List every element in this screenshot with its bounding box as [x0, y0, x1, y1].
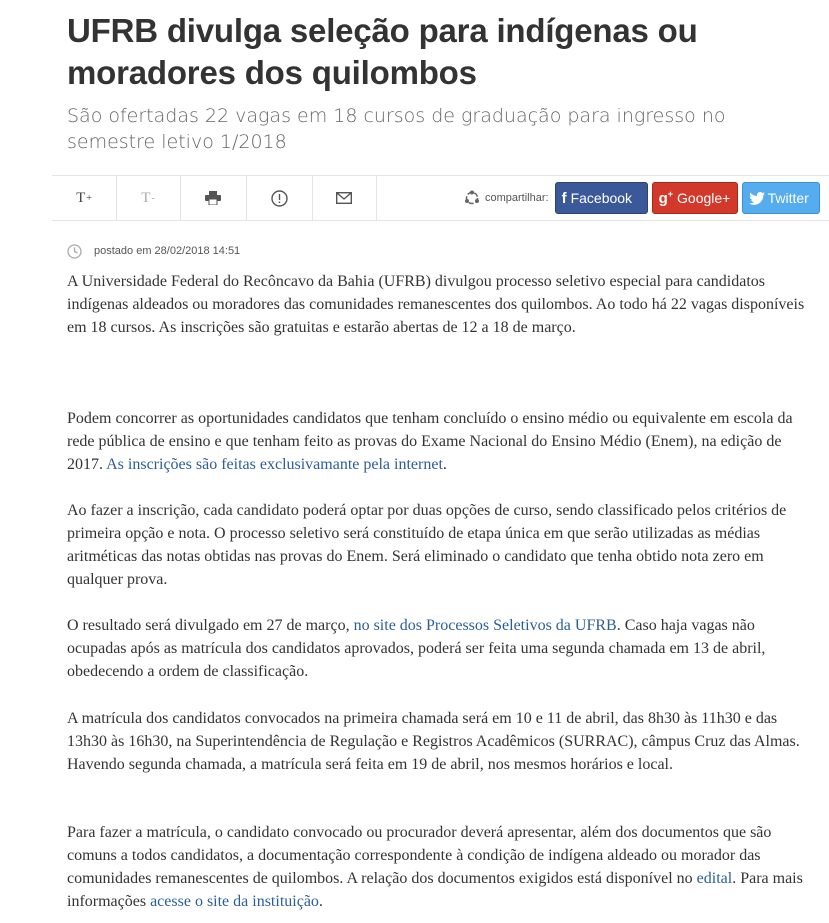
paragraph-2-end: .: [442, 456, 447, 473]
facebook-share-button[interactable]: [555, 182, 648, 214]
email-button[interactable]: [312, 176, 377, 220]
article-subtitle: São ofertadas 22 vagas em 18 cursos de graduação para ingresso no semestre letivo 1/2018: [67, 105, 726, 153]
share-area: [464, 176, 824, 220]
facebook-icon: f: [561, 189, 567, 207]
google-plus-icon: g+: [658, 189, 674, 207]
twitter-share-button[interactable]: [742, 182, 820, 214]
envelope-icon: [336, 192, 352, 204]
edital-link[interactable]: edital: [696, 870, 733, 887]
font-increase-button[interactable]: [52, 176, 117, 220]
paragraph-4: [67, 614, 817, 683]
facebook-label: Facebook: [570, 190, 633, 206]
registration-link[interactable]: As inscrições são feitas exclusivamante pela internet: [106, 456, 443, 473]
font-increase-sign: +: [86, 192, 92, 204]
posted-date: postado em 28/02/2018 14:51: [94, 245, 241, 257]
printer-icon: [205, 191, 221, 205]
paragraph-2: [67, 407, 817, 476]
paragraph-4-text: O resultado será divulgado em 27 de março,: [67, 617, 354, 634]
posted-info: [67, 241, 240, 261]
article-toolbar: [52, 175, 829, 221]
font-decrease-sign: -: [151, 192, 155, 204]
twitter-icon: [749, 192, 765, 205]
paragraph-5: A matrícula dos candidatos convocados na primeira chamada será em 10 e 11 de abril, das 8h30 às 11h30 e das 13h30 às 16h30, na Superintendência de Regulação e Registros Acadêmicos (SURRAC), câmpus Cruz das Almas. Havendo segunda chamada, a matrícula será feita em 19 de abril, nos mesmos horários e local.: [67, 710, 800, 773]
font-decrease-letter: T: [141, 189, 151, 206]
alert-circle-icon: [271, 190, 288, 207]
paragraph-6-text: Para fazer a matrícula, o candidato convocado ou procurador deverá apresentar, além dos documentos que são comuns a todos candidatos, a documentação correspondente à condição de indígena aldeado ou morador das comunidades remanescentes de quilombos. A relação dos documentos exigidos está disponível no: [67, 824, 772, 887]
paragraph-6: [67, 821, 817, 913]
twitter-label: Twitter: [767, 190, 809, 206]
ufrb-selection-site-link[interactable]: no site dos Processos Seletivos da UFRB: [353, 617, 617, 634]
share-icon: [464, 190, 480, 206]
google-share-button[interactable]: [652, 182, 738, 214]
print-button[interactable]: [180, 176, 247, 220]
paragraph-6-mid: . Para mais informações: [67, 870, 803, 910]
paragraph-3: Ao fazer a inscrição, cada candidato poderá optar por duas opções de curso, sendo classificado pelos critérios de primeira opção e nota. O processo seletivo será constituído de etapa única em que serão utilizadas as médias aritméticas das notas obtidas nas provas do Enem. Será eliminado o candidato que tenha obtido nota zero em qualquer prova.: [67, 502, 787, 588]
paragraph-4-end: . Caso haja vagas não ocupadas após as matrícula dos candidatos aprovados, poderá ser feita uma segunda chamada em 13 de abril, obedecendo a ordem de classificação.: [67, 617, 766, 680]
report-button[interactable]: [246, 176, 313, 220]
google-label: Google+: [677, 190, 731, 206]
font-decrease-button[interactable]: [116, 176, 181, 220]
share-label: compartilhar:: [485, 192, 549, 204]
paragraph-1: A Universidade Federal do Recôncavo da Bahia (UFRB) divulgou processo seletivo especial para candidatos indígenas aldeados ou moradores das comunidades remanescentes dos quilombos. Ao todo há 22 vagas disponíveis em 18 cursos. As inscrições são gratuitas e estarão abertas de 12 a 18 de março.: [67, 273, 805, 336]
font-increase-letter: T: [76, 189, 86, 206]
article-title: UFRB divulga seleção para indígenas ou moradores dos quilombos: [67, 12, 698, 91]
institution-site-link[interactable]: acesse o site da instituição: [150, 893, 319, 910]
clock-icon: [67, 244, 82, 259]
paragraph-2-text: Podem concorrer as oportunidades candidatos que tenham concluído o ensino médio ou equivalente em escola da rede pública de ensino e que tenham feito as provas do Exame Nacional do Ensino Médio (Enem), na edição de 2017.: [67, 410, 793, 473]
paragraph-6-end: .: [318, 893, 323, 910]
